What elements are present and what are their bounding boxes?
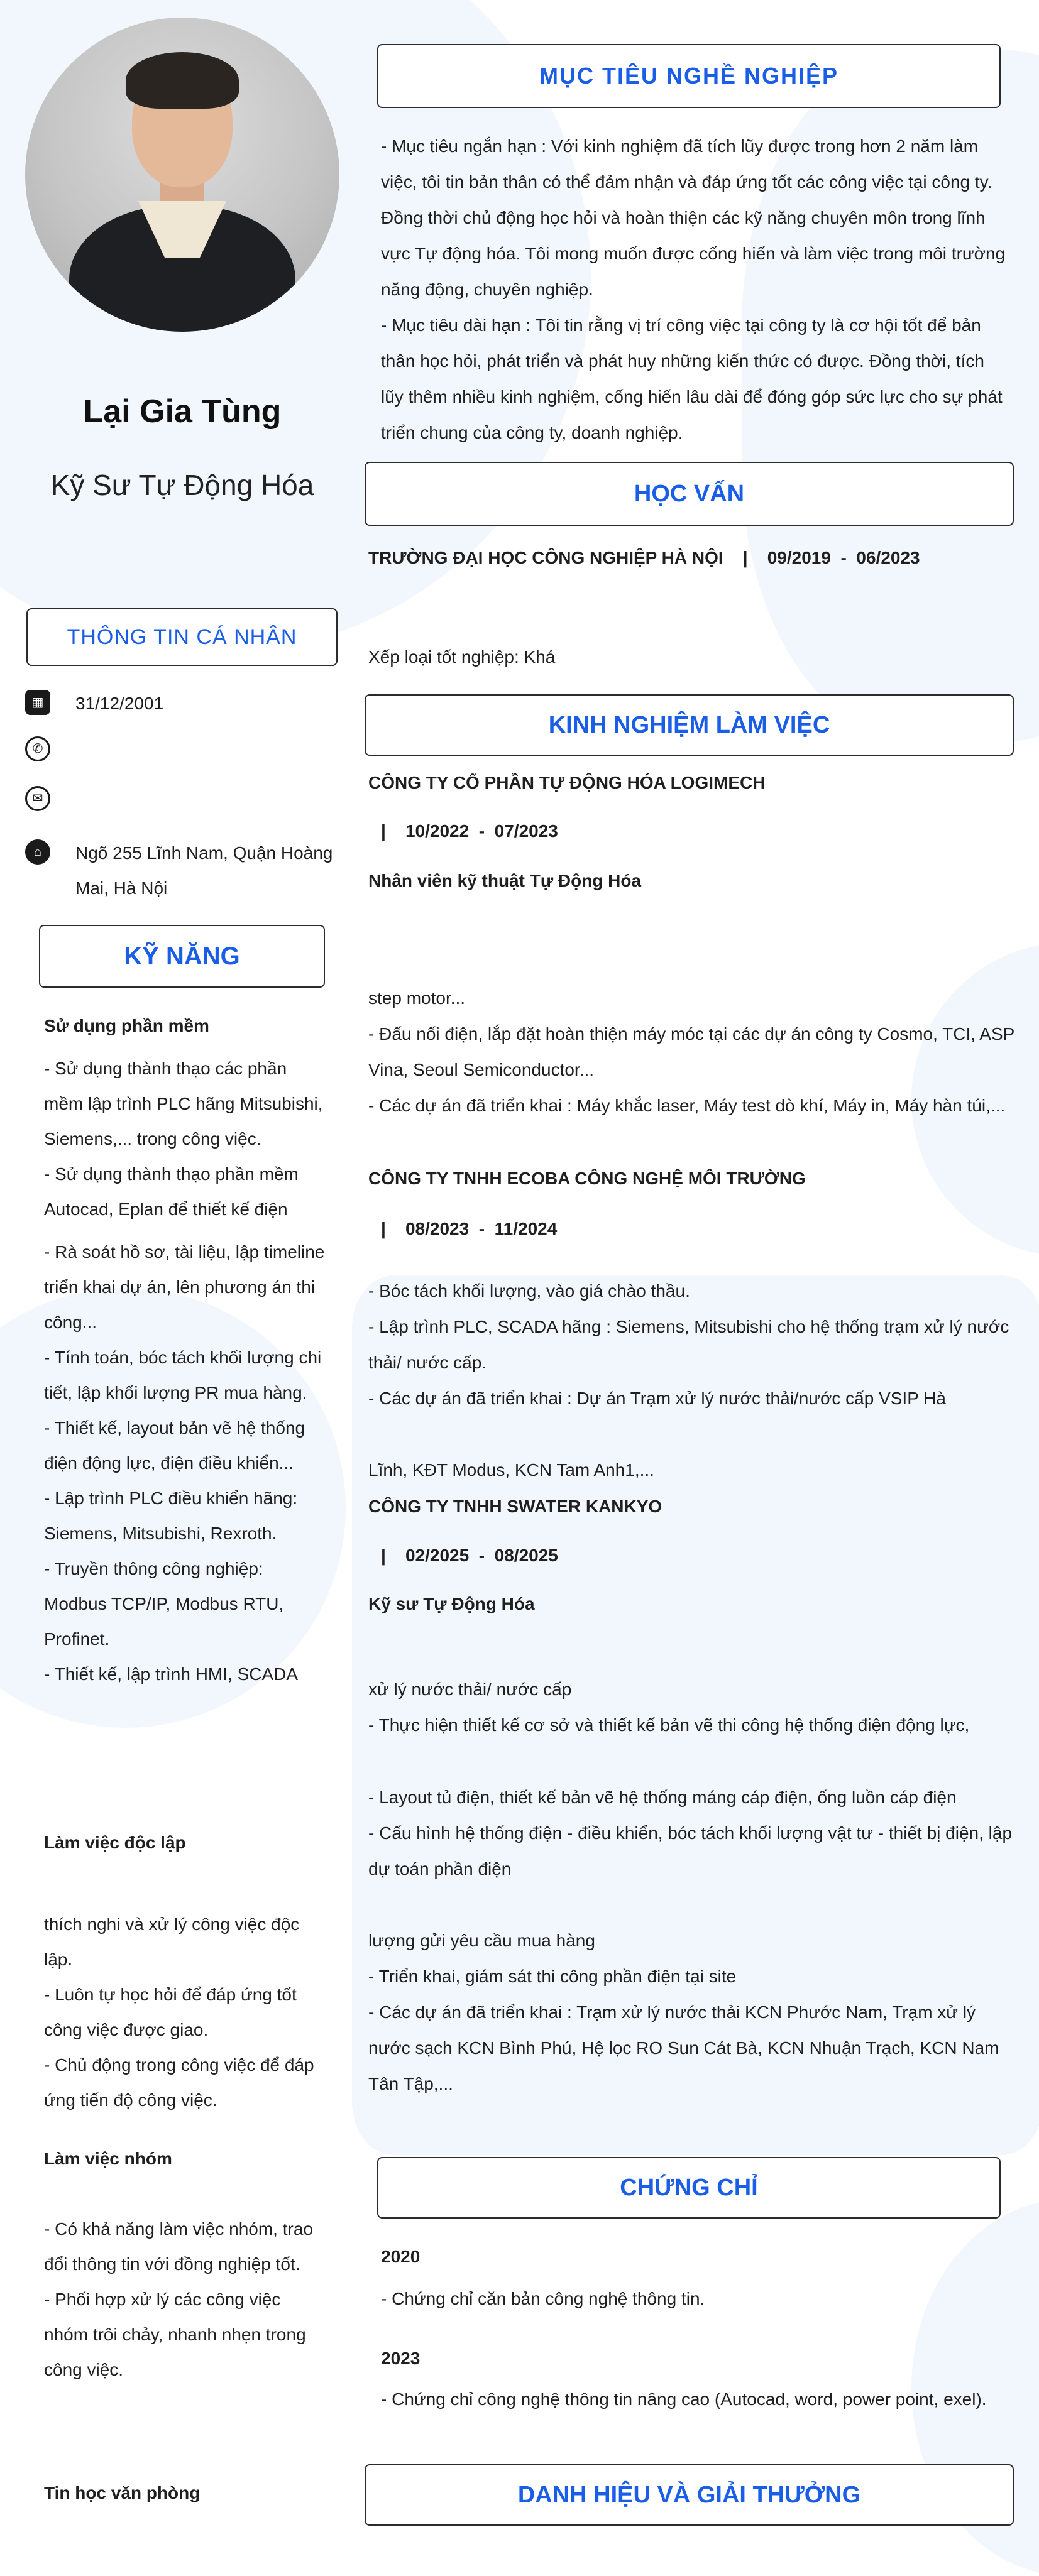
- avatar: [25, 18, 339, 332]
- list-item: - Thiết kế, lập trình HMI, SCADA: [44, 1664, 299, 1684]
- independent-skills: [44, 1825, 327, 1860]
- email-icon: ✉: [25, 786, 50, 811]
- home-icon: ⌂: [25, 839, 50, 865]
- education-line: [368, 548, 920, 568]
- list-item: - Sử dụng thành thạo phần mềm Autocad, Eplan để thiết kế điện: [44, 1164, 299, 1219]
- school-name: TRƯỜNG ĐẠI HỌC CÔNG NGHIỆP HÀ NỘI: [368, 548, 723, 567]
- job-start: 02/2025: [405, 1546, 470, 1565]
- phone-icon: ✆: [25, 736, 50, 761]
- list-item: - Phối hợp xử lý các công việc nhóm trôi chảy, nhanh nhẹn trong công việc.: [44, 2289, 306, 2379]
- job-end: 11/2024: [494, 1219, 558, 1238]
- list-item: lượng gửi yêu cầu mua hàng: [368, 1931, 595, 1950]
- certificate-text: - Chứng chỉ căn bản công nghệ thông tin.: [381, 2289, 705, 2308]
- list-item: - Tính toán, bóc tách khối lượng chi tiết, lập khối lượng PR mua hàng.: [44, 1348, 322, 1402]
- separator: |: [381, 1219, 386, 1238]
- date-dash: -: [478, 821, 485, 841]
- objective-heading: MỤC TIÊU NGHỀ NGHIỆP: [377, 44, 1001, 108]
- list-item: - Lập trình PLC điều khiển hãng: Siemens, Mitsubishi, Rexroth.: [44, 1488, 298, 1543]
- software-skills-heading: Sử dụng phần mềm: [44, 1016, 209, 1035]
- certificate-year: 2020: [381, 2247, 421, 2266]
- long-term-goal: - Mục tiêu dài hạn : Tôi tin rằng vị trí công việc tại công ty là cơ hội tốt để bản thân học hỏi, phát triển và phát huy những kiến thức có được. Đồng thời, tích lũy thêm nhiều kinh nghiệm, cống hiến lâu dài để đóng góp sức lực cho sự phát triển chung của công ty, doanh nghiệp.: [381, 315, 1003, 442]
- list-item: - Thiết kế, layout bản vẽ hệ thống điện động lực, điện điều khiển...: [44, 1418, 305, 1473]
- job-description: [368, 980, 1016, 1123]
- short-term-goal: - Mục tiêu ngắn hạn : Với kinh nghiệm đã tích lũy được trong hơn 2 năm làm việc, tôi tin bản thân có thể đảm nhận và đáp ứng tốt các công việc tại công ty. Đồng thời chủ động học hỏi và hoàn thiện các kỹ năng chuyên môn trong lĩnh vực Tự động hóa. Tôi mong muốn được cống hiến và làm việc trong môi trường năng động, chuyên nghiệp.: [381, 136, 1006, 299]
- job-description: [368, 1923, 1022, 2102]
- job-role: Kỹ sư Tự Động Hóa: [368, 1594, 535, 1613]
- job-end: 08/2025: [494, 1546, 558, 1565]
- calendar-icon: ▦: [25, 690, 50, 715]
- date-dash: -: [840, 548, 847, 567]
- certificates-heading: CHỨNG CHỈ: [377, 2157, 1001, 2219]
- certificate-text: - Chứng chỉ công nghệ thông tin nâng cao (Autocad, word, power point, exel).: [381, 2389, 987, 2409]
- job-company: CÔNG TY TNHH ECOBA CÔNG NGHỆ MÔI TRƯỜNG: [368, 1169, 806, 1188]
- list-item: - Chủ động trong công việc để đáp ứng tiến độ công việc.: [44, 2055, 314, 2110]
- education-heading: HỌC VẤN: [365, 462, 1014, 526]
- graduation-rank: Xếp loại tốt nghiệp: Khá: [368, 647, 556, 667]
- job-description: [368, 1671, 1022, 1743]
- list-item: - Cấu hình hệ thống điện - điều khiển, bóc tách khối lượng vật tư - thiết bị điện, lập dự toán phần điện: [368, 1823, 1013, 1879]
- job-company: CÔNG TY CỔ PHẦN TỰ ĐỘNG HÓA LOGIMECH: [368, 773, 766, 792]
- separator: |: [381, 1546, 386, 1565]
- birthday-text: 31/12/2001: [75, 694, 164, 713]
- personal-info-heading: THÔNG TIN CÁ NHÂN: [26, 608, 338, 666]
- list-item: - Có khả năng làm việc nhóm, trao đổi thông tin với đồng nghiệp tốt.: [44, 2219, 313, 2274]
- profile-title: Kỹ Sư Tự Động Hóa: [50, 469, 314, 501]
- experience-heading: KINH NGHIỆM LÀM VIỆC: [365, 694, 1014, 756]
- objective-text: [381, 128, 1009, 450]
- list-item: Lĩnh, KĐT Modus, KCN Tam Anh1,...: [368, 1460, 654, 1480]
- independent-skills-list: [44, 1907, 327, 2118]
- list-item: - Đấu nối điện, lắp đặt hoàn thiện máy móc tại các dự án công ty Cosmo, TCI, ASP Vina, Seoul Semiconductor...: [368, 1024, 1014, 1079]
- team-skills-heading: Làm việc nhóm: [44, 2149, 172, 2168]
- education-end: 06/2023: [856, 548, 920, 567]
- list-item: - Các dự án đã triển khai : Trạm xử lý nước thải KCN Phước Nam, Trạm xử lý nước sạch KCN Bình Phú, Hệ lọc RO Sun Cát Bà, KCN Nhuận Trạch, KCN Nam Tân Tập,...: [368, 2002, 999, 2093]
- list-item: - Bóc tách khối lượng, vào giá chào thầu.: [368, 1281, 690, 1301]
- team-skills: [44, 2141, 327, 2176]
- job-description: [368, 1273, 1016, 1488]
- job-company: CÔNG TY TNHH SWATER KANKYO: [368, 1497, 662, 1516]
- education-start: 09/2019: [767, 548, 831, 567]
- certificate-year: 2023: [381, 2349, 421, 2368]
- list-item: xử lý nước thải/ nước cấp: [368, 1679, 572, 1699]
- job-date: [381, 821, 558, 841]
- software-skills: [44, 1008, 327, 1692]
- independent-skills-heading: Làm việc độc lập: [44, 1833, 186, 1852]
- date-dash: -: [478, 1546, 485, 1565]
- job-role: Nhân viên kỹ thuật Tự Động Hóa: [368, 871, 642, 890]
- job-date: [381, 1219, 557, 1239]
- date-dash: -: [478, 1219, 485, 1238]
- job-end: 07/2023: [494, 821, 558, 841]
- list-item: - Rà soát hồ sơ, tài liệu, lập timeline triển khai dự án, lên phương án thi công...: [44, 1242, 325, 1332]
- job-description: [368, 1779, 1022, 1887]
- list-item: - Truyền thông công nghiệp: Modbus TCP/IP, Modbus RTU, Profinet.: [44, 1559, 284, 1649]
- job-start: 10/2022: [405, 821, 470, 841]
- team-skills-list: [44, 2212, 327, 2388]
- profile-name: Lại Gia Tùng: [83, 393, 282, 430]
- job-date: [381, 1546, 558, 1566]
- list-item: - Triển khai, giám sát thi công phần điện tại site: [368, 1967, 737, 1986]
- office-skills: [44, 2475, 327, 2511]
- office-skills-heading: Tin học văn phòng: [44, 2483, 201, 2502]
- skills-heading: KỸ NĂNG: [39, 925, 325, 988]
- list-item: - Luôn tự học hỏi để đáp ứng tốt công việc được giao.: [44, 1985, 297, 2039]
- awards-heading: DANH HIỆU VÀ GIẢI THƯỞNG: [365, 2464, 1014, 2526]
- list-item: - Sử dụng thành thạo các phần mềm lập trình PLC hãng Mitsubishi, Siemens,... trong công việc.: [44, 1059, 323, 1149]
- separator: |: [742, 548, 748, 567]
- list-item: - Layout tủ điện, thiết kế bản vẽ hệ thống máng cáp điện, ống luồn cáp điện: [368, 1787, 957, 1807]
- list-item: - Các dự án đã triển khai : Dự án Trạm xử lý nước thải/nước cấp VSIP Hà: [368, 1389, 946, 1408]
- list-item: step motor...: [368, 988, 466, 1008]
- list-item: thích nghi và xử lý công việc độc lập.: [44, 1914, 300, 1969]
- address-text: Ngõ 255 Lĩnh Nam, Quận Hoàng Mai, Hà Nội: [75, 843, 333, 898]
- list-item: - Thực hiện thiết kế cơ sở và thiết kế bản vẽ thi công hệ thống điện động lực,: [368, 1715, 970, 1735]
- list-item: - Các dự án đã triển khai : Máy khắc laser, Máy test dò khí, Máy in, Máy hàn túi,...: [368, 1096, 1006, 1115]
- separator: |: [381, 821, 386, 841]
- job-start: 08/2023: [405, 1219, 470, 1238]
- list-item: - Lập trình PLC, SCADA hãng : Siemens, Mitsubishi cho hệ thống trạm xử lý nước thải/ nước cấp.: [368, 1317, 1009, 1372]
